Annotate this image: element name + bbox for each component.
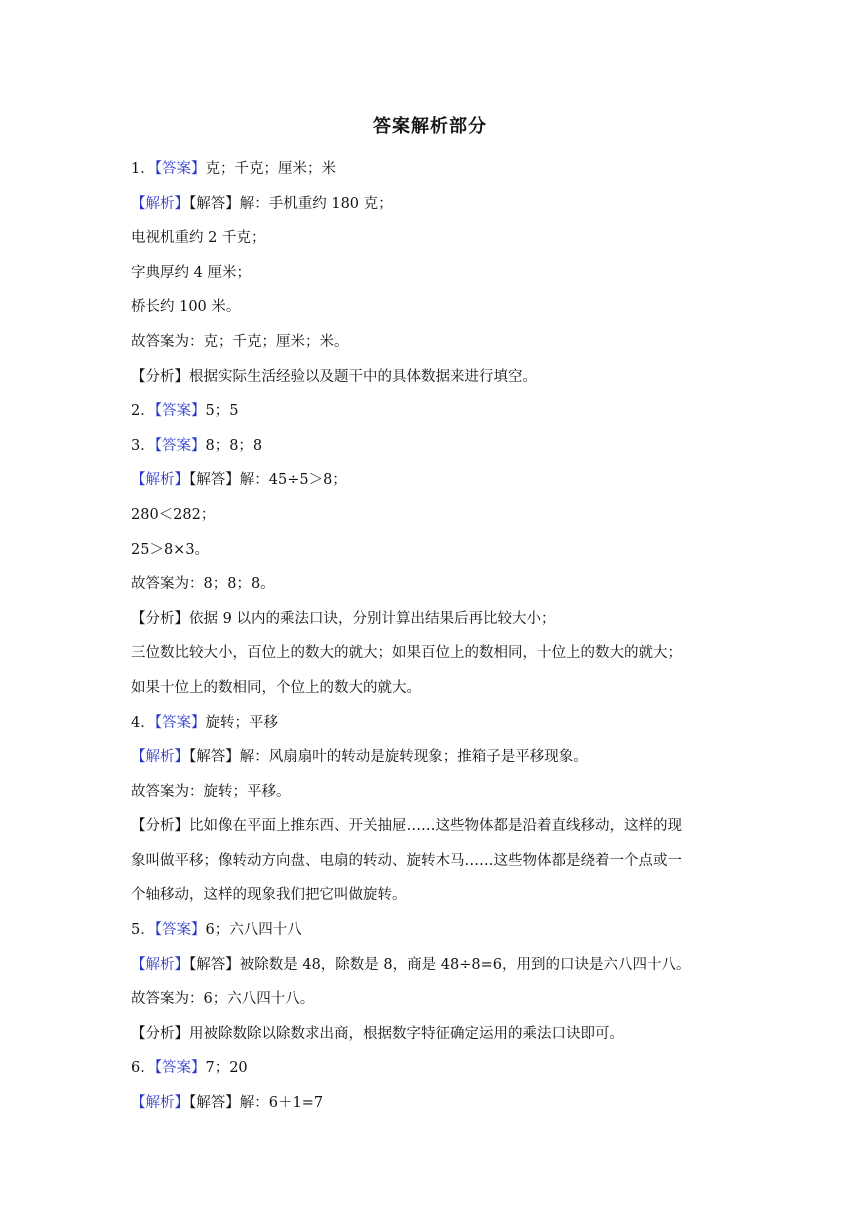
text-line [131,256,737,291]
line-text: 象叫做平移；像转动方向盘、电扇的转动、旋转木马……这些物体都是绕着一个点或一 [131,852,682,869]
answer-content [131,152,737,1121]
answer-tag: 【答案】 [154,437,206,454]
line-text: 【解答】解：风扇扇叶的转动是旋转现象；推箱子是平移现象。 [189,749,588,766]
line-text: 【解答】被除数是 48，除数是 8，商是 48÷8=6，用到的口诀是六八四十八。 [189,956,691,973]
answer-tag: 【答案】 [154,714,206,731]
line-text: 桥长约 100 米。 [131,299,241,316]
text-line [131,636,737,671]
line-text: 个轴移动，这样的现象我们把它叫做旋转。 [131,887,407,904]
line-text: 字典厚约 4 厘米； [131,264,251,281]
text-line [131,152,737,187]
line-text: 7；20 [205,1060,248,1077]
text-line [131,221,737,256]
text-line [131,1017,737,1052]
text-line [131,567,737,602]
answer-tag: 【答案】 [154,161,206,177]
text-line [131,325,737,360]
text-line [131,740,737,775]
line-text: 280＜282； [131,506,216,523]
answer-tag: 【答案】 [154,1060,206,1077]
page-title: 答案解析部分 [373,116,487,137]
text-line [131,498,737,533]
answer-tag: 【答案】 [154,922,206,939]
text-line [131,809,737,844]
text-line [131,671,737,706]
line-text: 25＞8×3。 [131,541,210,558]
text-line [131,982,737,1017]
text-line [131,775,737,810]
line-text: 克；千克；厘米；米 [205,161,336,177]
text-line [131,187,737,222]
question-number: 5． [131,922,155,939]
analysis-tag: 【解析】 [131,956,189,973]
analysis-tag: 【解析】 [131,472,189,489]
line-text: 【分析】依据 9 以内的乘法口诀，分别计算出结果后再比较大小； [131,610,556,627]
text-line [131,602,737,637]
line-text: 故答案为：8；8；8。 [131,576,275,593]
text-line [131,1086,737,1121]
question-number: 1． [131,161,155,177]
line-text: 故答案为：旋转；平移。 [131,783,291,800]
text-line [131,844,737,879]
question-number: 6． [131,1060,155,1077]
line-text: 如果十位上的数相同，个位上的数大的就大。 [131,679,421,696]
text-line [131,533,737,568]
line-text: 旋转；平移 [205,714,278,731]
line-text: 电视机重约 2 千克； [131,230,266,247]
question-number: 3． [131,437,155,454]
text-line [131,360,737,395]
line-text: 故答案为：6；六八四十八。 [131,991,315,1008]
line-text: 【分析】用被除数除以除数求出商，根据数字特征确定运用的乘法口诀即可。 [131,1025,624,1042]
line-text: 6；六八四十八 [205,922,302,939]
text-line [131,948,737,983]
line-text: 三位数比较大小，百位上的数大的就大；如果百位上的数相同，十位上的数大的就大； [131,645,682,662]
analysis-tag: 【解析】 [131,195,189,212]
text-line [131,878,737,913]
line-text: 【解答】解：手机重约 180 克； [189,195,393,212]
text-line [131,706,737,741]
text-line [131,913,737,948]
line-text: 【分析】比如像在平面上推东西、开关抽屉……这些物体都是沿着直线移动，这样的现 [131,818,682,835]
line-text: 【解答】解：45÷5＞8； [189,472,347,489]
answer-tag: 【答案】 [154,403,206,420]
question-number: 4． [131,714,155,731]
line-text: 【解答】解：6＋1=7 [189,1095,324,1112]
question-number: 2． [131,403,155,420]
line-text: 【分析】根据实际生活经验以及题干中的具体数据来进行填空。 [131,368,537,385]
text-line [131,290,737,325]
text-line [131,1051,737,1086]
line-text: 5；5 [205,403,239,420]
analysis-tag: 【解析】 [131,749,189,766]
text-line [131,394,737,429]
line-text: 故答案为：克；千克；厘米；米。 [131,333,349,350]
analysis-tag: 【解析】 [131,1095,189,1112]
text-line [131,429,737,464]
text-line [131,463,737,498]
line-text: 8；8；8 [205,437,263,454]
